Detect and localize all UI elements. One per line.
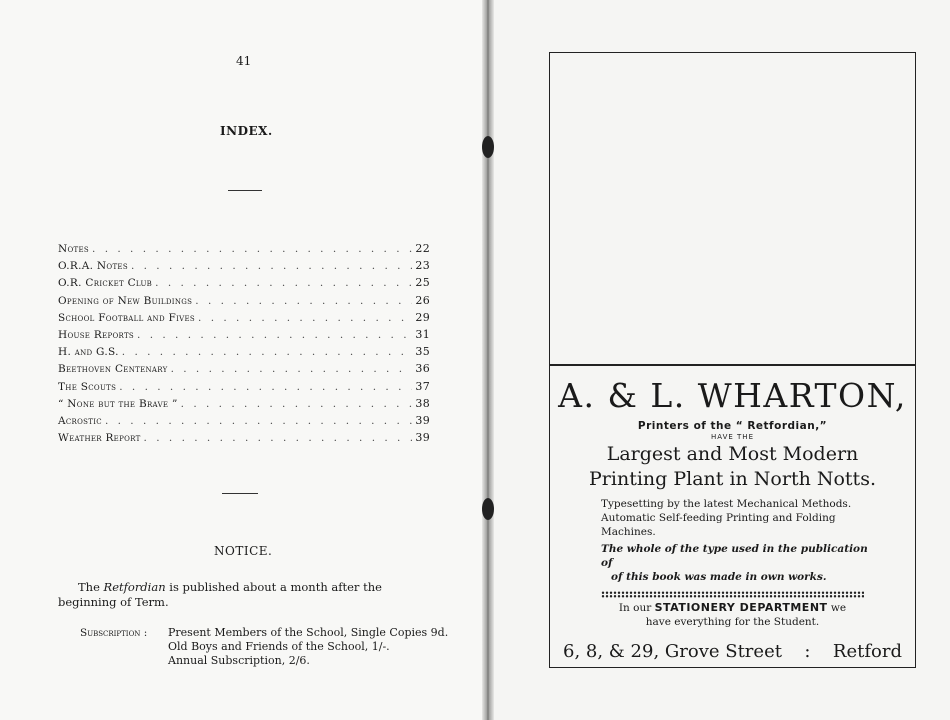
index-entry-title: The Scouts xyxy=(58,380,117,393)
index-entry-page: 35 xyxy=(415,345,430,359)
index-entry xyxy=(58,345,430,362)
index-entry-page: 23 xyxy=(415,259,430,273)
index-entry-title: “ None but the Brave ” xyxy=(58,397,178,410)
index-entry-title: House Reports xyxy=(58,328,135,341)
town-name: Retford xyxy=(832,641,902,662)
index-entry xyxy=(58,311,430,328)
service-line: Typesetting by the latest Mechanical Methods. xyxy=(601,498,852,510)
index-entry-page: 38 xyxy=(415,396,430,410)
index-entry-title: Acrostic xyxy=(58,414,102,427)
index-entry xyxy=(58,259,430,276)
index-entry-page: 22 xyxy=(415,242,430,255)
have-the-line: HAVE THE xyxy=(710,433,754,441)
address-line xyxy=(549,641,916,662)
dot-leader xyxy=(144,432,413,444)
dot-leader xyxy=(122,346,413,358)
subscription-line: Annual Subscription, 2/6. xyxy=(168,654,310,667)
dot-leader xyxy=(181,398,413,410)
index-entry-page: 25 xyxy=(415,276,430,290)
subscription-label: Subscription : xyxy=(80,627,148,639)
printers-of-line: Printers of the “ Retfordian,” xyxy=(637,420,828,432)
advertisement-divider xyxy=(549,364,916,366)
index-entry xyxy=(58,362,430,379)
index-entry-title: H. and G.S. xyxy=(58,346,119,359)
company-name: A. & L. WHARTON, xyxy=(558,376,907,415)
subscription-lines xyxy=(168,626,448,668)
stationery-line-2: have everything for the Student. xyxy=(645,616,820,628)
dot-leader xyxy=(131,260,412,272)
book-gutter xyxy=(482,0,494,720)
index-entry-title: Opening of New Buildings xyxy=(58,294,193,307)
index-entry xyxy=(58,380,430,397)
index-rule xyxy=(228,190,262,191)
notice-rule xyxy=(222,493,258,494)
publication-name: Retfordian xyxy=(103,580,166,594)
index-entry-page: 37 xyxy=(415,379,430,393)
subscription-line: Present Members of the School, Single Copies 9d. xyxy=(168,626,449,639)
dot-leader xyxy=(155,277,412,289)
index-entry-title: O.R.A. Notes xyxy=(58,260,128,273)
subscription-line: Old Boys and Friends of the School, 1/-. xyxy=(168,640,390,653)
dot-leader xyxy=(171,363,413,375)
index-entry-title: Beethoven Centenary xyxy=(58,363,168,376)
dot-leader xyxy=(137,329,412,341)
stationery-line: In our STATIONERY DEPARTMENT we xyxy=(618,601,847,614)
dot-leader xyxy=(105,415,412,427)
binding-staple-top xyxy=(482,136,494,158)
service-line: Machines. xyxy=(601,526,656,538)
index-entry-page: 29 xyxy=(415,310,430,324)
index-entry-page: 26 xyxy=(415,293,430,307)
dot-leader xyxy=(198,312,412,324)
index-entry-title: School Football and Fives xyxy=(58,311,196,324)
stationery-department: STATIONERY DEPARTMENT xyxy=(654,601,828,614)
page-number: 41 xyxy=(236,54,252,68)
headline-line-1: Largest and Most Modern xyxy=(606,443,859,465)
headline-line-2: Printing Plant in North Notts. xyxy=(589,468,876,490)
index-entry-page: 39 xyxy=(415,413,430,427)
dotted-ornament xyxy=(601,591,864,598)
index-entry-page: 36 xyxy=(415,362,430,376)
binding-staple-bottom xyxy=(482,498,494,520)
index-entry xyxy=(58,276,430,293)
index-heading: INDEX. xyxy=(220,124,273,138)
street-address: 6, 8, & 29, Grove Street xyxy=(563,641,782,662)
type-note-line: of this book was made in own works. xyxy=(611,571,827,583)
index-entry xyxy=(58,294,430,311)
dot-leader xyxy=(119,381,412,393)
notice-heading: NOTICE. xyxy=(214,544,273,558)
index-entry-page: 39 xyxy=(415,431,430,445)
index-entry-title: Notes xyxy=(58,243,90,255)
index-entry-title: Weather Report xyxy=(58,432,141,445)
index-entry-title: O.R. Cricket Club xyxy=(58,277,153,290)
services-list xyxy=(549,497,916,584)
type-note-line: The whole of the type used in the publication of xyxy=(601,543,868,569)
index-entry xyxy=(58,431,430,448)
index-entry xyxy=(58,414,430,431)
advertisement xyxy=(549,376,916,662)
service-line: Automatic Self-feeding Printing and Folding xyxy=(601,512,836,524)
index-entry-page: 31 xyxy=(415,327,430,341)
index-list xyxy=(58,242,430,448)
notice-text: The Retfordian is published about a month after the beginning of Term. xyxy=(58,580,382,609)
address-separator: : xyxy=(804,641,811,662)
dot-leader xyxy=(92,243,412,255)
index-entry xyxy=(58,242,430,259)
dot-leader xyxy=(195,295,412,307)
index-entry xyxy=(58,397,430,414)
index-entry xyxy=(58,328,430,345)
